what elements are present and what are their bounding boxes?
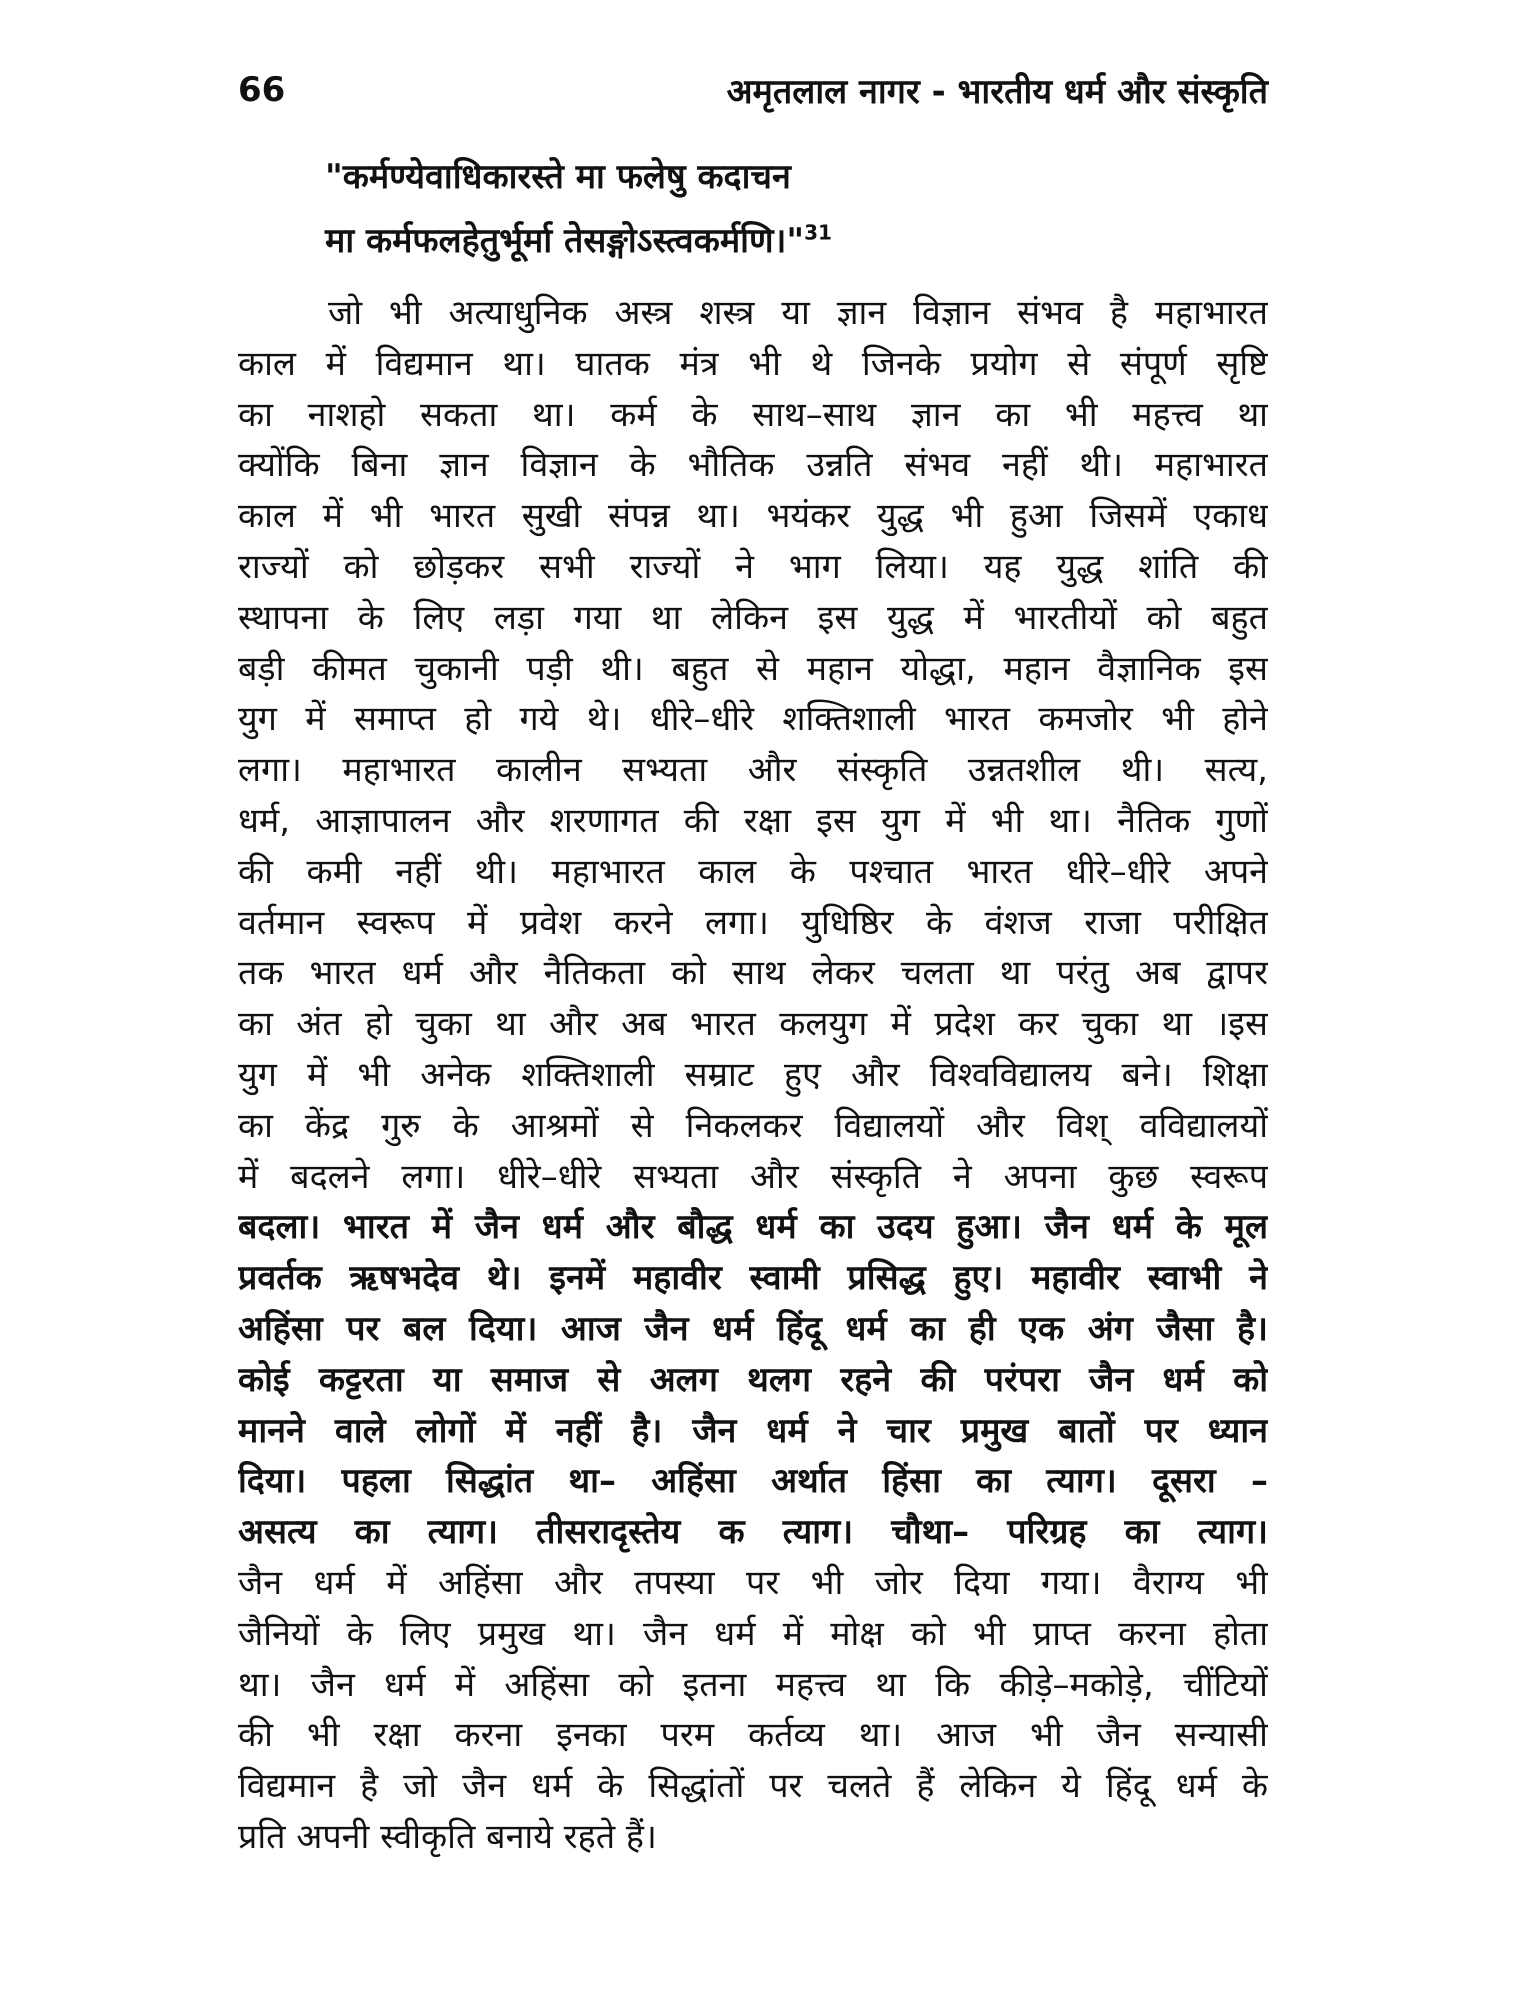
- body-line: जैनियों के लिए प्रमुख था। जैन धर्म में मोक्ष को भी प्राप्त करना होता: [238, 1613, 1268, 1654]
- running-title: अमृतलाल नागर - भारतीय धर्म और संस्कृति: [726, 72, 1268, 112]
- body-line: काल में विद्यमान था। घातक मंत्र भी थे जिनके प्रयोग से संपूर्ण सृष्टि: [238, 343, 1268, 384]
- body-line: धर्म, आज्ञापालन और शरणागत की रक्षा इस युग में भी था। नैतिक गुणों: [238, 800, 1268, 841]
- body-line: का अंत हो चुका था और अब भारत कलयुग में प्रदेश कर चुका था ।इस: [238, 1004, 1268, 1045]
- body-line: मानने वाले लोगों में नहीं है। जैन धर्म ने चार प्रमुख बातों पर ध्यान: [238, 1410, 1268, 1451]
- body-line: प्रति अपनी स्वीकृति बनाये रहते हैं।: [238, 1816, 657, 1857]
- page-header: [238, 60, 1268, 120]
- body-line: जो भी अत्याधुनिक अस्त्र शस्त्र या ज्ञान विज्ञान संभव है महाभारत: [328, 293, 1268, 333]
- sanskrit-verse: [325, 145, 1265, 273]
- body-line: प्रवर्तक ऋषभदेव थे। इनमें महावीर स्वामी प्रसिद्ध हुए। महावीर स्वाभी ने: [238, 1258, 1268, 1299]
- body-paragraph: [238, 288, 1268, 1863]
- body-line: अहिंसा पर बल दिया। आज जैन धर्म हिंदू धर्म का ही एक अंग जैसा है।: [238, 1308, 1268, 1349]
- body-line: जैन धर्म में अहिंसा और तपस्या पर भी जोर दिया गया। वैराग्य भी: [238, 1562, 1268, 1603]
- body-line: वर्तमान स्वरूप में प्रवेश करने लगा। युधिष्ठिर के वंशज राजा परीक्षित: [238, 902, 1268, 943]
- body-line: का केंद्र गुरु के आश्रमों से निकलकर विद्यालयों और विश् वविद्यालयों: [238, 1105, 1268, 1146]
- body-line: विद्यमान है जो जैन धर्म के सिद्धांतों पर चलते हैं लेकिन ये हिंदू धर्म के: [238, 1766, 1268, 1807]
- body-line: था। जैन धर्म में अहिंसा को इतना महत्त्व था कि कीड़े–मकोड़े, चींटियों: [238, 1664, 1268, 1705]
- body-line: क्योंकि बिना ज्ञान विज्ञान के भौतिक उन्नति संभव नहीं थी। महाभारत: [238, 445, 1268, 486]
- verse-line-2: [325, 209, 1265, 273]
- body-line: में बदलने लगा। धीरे–धीरे सभ्यता और संस्कृति ने अपना कुछ स्वरूप: [238, 1156, 1268, 1197]
- body-line: स्थापना के लिए लड़ा गया था लेकिन इस युद्ध में भारतीयों को बहुत: [238, 597, 1268, 638]
- body-line: राज्यों को छोड़कर सभी राज्यों ने भाग लिया। यह युद्ध शांति की: [238, 546, 1268, 587]
- page-number: 66: [238, 70, 286, 110]
- body-line: की कमी नहीं थी। महाभारत काल के पश्चात भारत धीरे–धीरे अपने: [238, 851, 1268, 892]
- body-line: की भी रक्षा करना इनका परम कर्तव्य था। आज भी जैन सन्यासी: [238, 1715, 1268, 1756]
- verse-line-2-text: मा कर्मफलहेतुर्भूर्मा तेसङ्गोऽस्त्वकर्मणि।": [325, 221, 805, 261]
- body-line: कोई कट्टरता या समाज से अलग थलग रहने की परंपरा जैन धर्म को: [238, 1359, 1268, 1400]
- verse-line-1: "कर्मण्येवाधिकारस्ते मा फलेषु कदाचन: [325, 157, 791, 197]
- footnote-marker: 31: [804, 220, 832, 245]
- body-line: बड़ी कीमत चुकानी पड़ी थी। बहुत से महान योद्धा, महान वैज्ञानिक इस: [238, 648, 1268, 689]
- body-line: का नाशहो सकता था। कर्म के साथ–साथ ज्ञान का भी महत्त्व था: [238, 394, 1268, 435]
- body-line: युग में भी अनेक शक्तिशाली सम्राट हुए और विश्वविद्यालय बने। शिक्षा: [238, 1054, 1268, 1095]
- body-line: लगा। महाभारत कालीन सभ्यता और संस्कृति उन्नतशील थी। सत्य,: [238, 750, 1268, 791]
- body-line: काल में भी भारत सुखी संपन्न था। भयंकर युद्ध भी हुआ जिसमें एकाध: [238, 496, 1268, 537]
- body-line: असत्य का त्याग। तीसरादृस्तेय क त्याग। चौथा– परिग्रह का त्याग।: [238, 1512, 1268, 1553]
- body-line: युग में समाप्त हो गये थे। धीरे–धीरे शक्तिशाली भारत कमजोर भी होने: [238, 699, 1268, 740]
- body-line: बदला। भारत में जैन धर्म और बौद्ध धर्म का उदय हुआ। जैन धर्म के मूल: [238, 1207, 1268, 1248]
- body-line: दिया। पहला सिद्धांत था– अहिंसा अर्थात हिंसा का त्याग। दूसरा –: [238, 1461, 1268, 1502]
- body-line: तक भारत धर्म और नैतिकता को साथ लेकर चलता था परंतु अब द्वापर: [238, 953, 1268, 994]
